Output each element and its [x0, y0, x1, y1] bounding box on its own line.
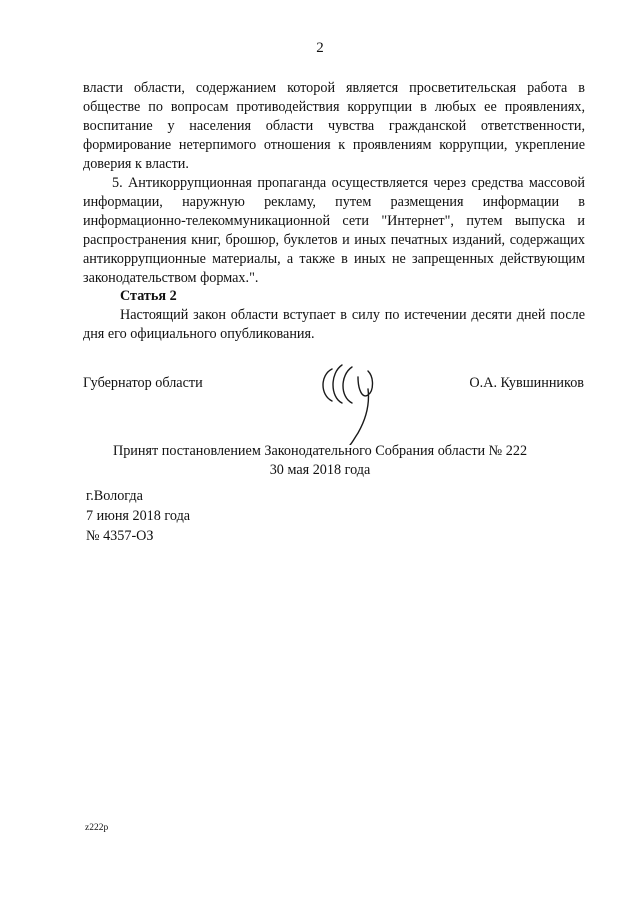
paragraph-item-5: 5. Антикоррупционная пропаганда осуществляется через средства массовой информации, наружную рекламу, путем размещения информации в информационно-телекоммуникационной сети "Интернет", путем выпуска и распространения книг, брошюр, буклетов и иных печатных изданий, содержащих антикоррупционные материалы, а также в иных не запрещенных действующим законодательством формах.". — [83, 175, 585, 286]
article-heading: Статья 2 — [120, 288, 177, 304]
governor-name: О.А. Кувшинников — [469, 375, 584, 391]
article-text: Настоящий закон области вступает в силу по истечении десяти дней после дня его официального опубликования. — [83, 307, 585, 342]
city: г.Вологда — [86, 488, 143, 504]
page-number: 2 — [316, 40, 324, 56]
place-date-block — [86, 486, 190, 546]
footer-code: z222p — [85, 823, 109, 833]
adoption-note — [0, 442, 640, 480]
signing-date: 7 июня 2018 года — [86, 508, 191, 524]
governor-title: Губернатор области — [83, 375, 203, 391]
law-number: № 4357-ОЗ — [86, 528, 154, 544]
adoption-line-2: 30 мая 2018 года — [269, 462, 371, 478]
handwritten-signature — [318, 355, 388, 445]
adoption-line-1: Принят постановлением Законодательного Собрания области № 222 — [112, 443, 528, 459]
paragraph-continuation: власти области, содержанием которой является просветительская работа в обществе по вопросам противодействия коррупции в любых ее проявлениях, воспитание у населения области чувства гражданской ответственности, формирование нетерпимого отношения к проявлениям коррупции, укрепление доверия к власти. — [83, 80, 585, 172]
